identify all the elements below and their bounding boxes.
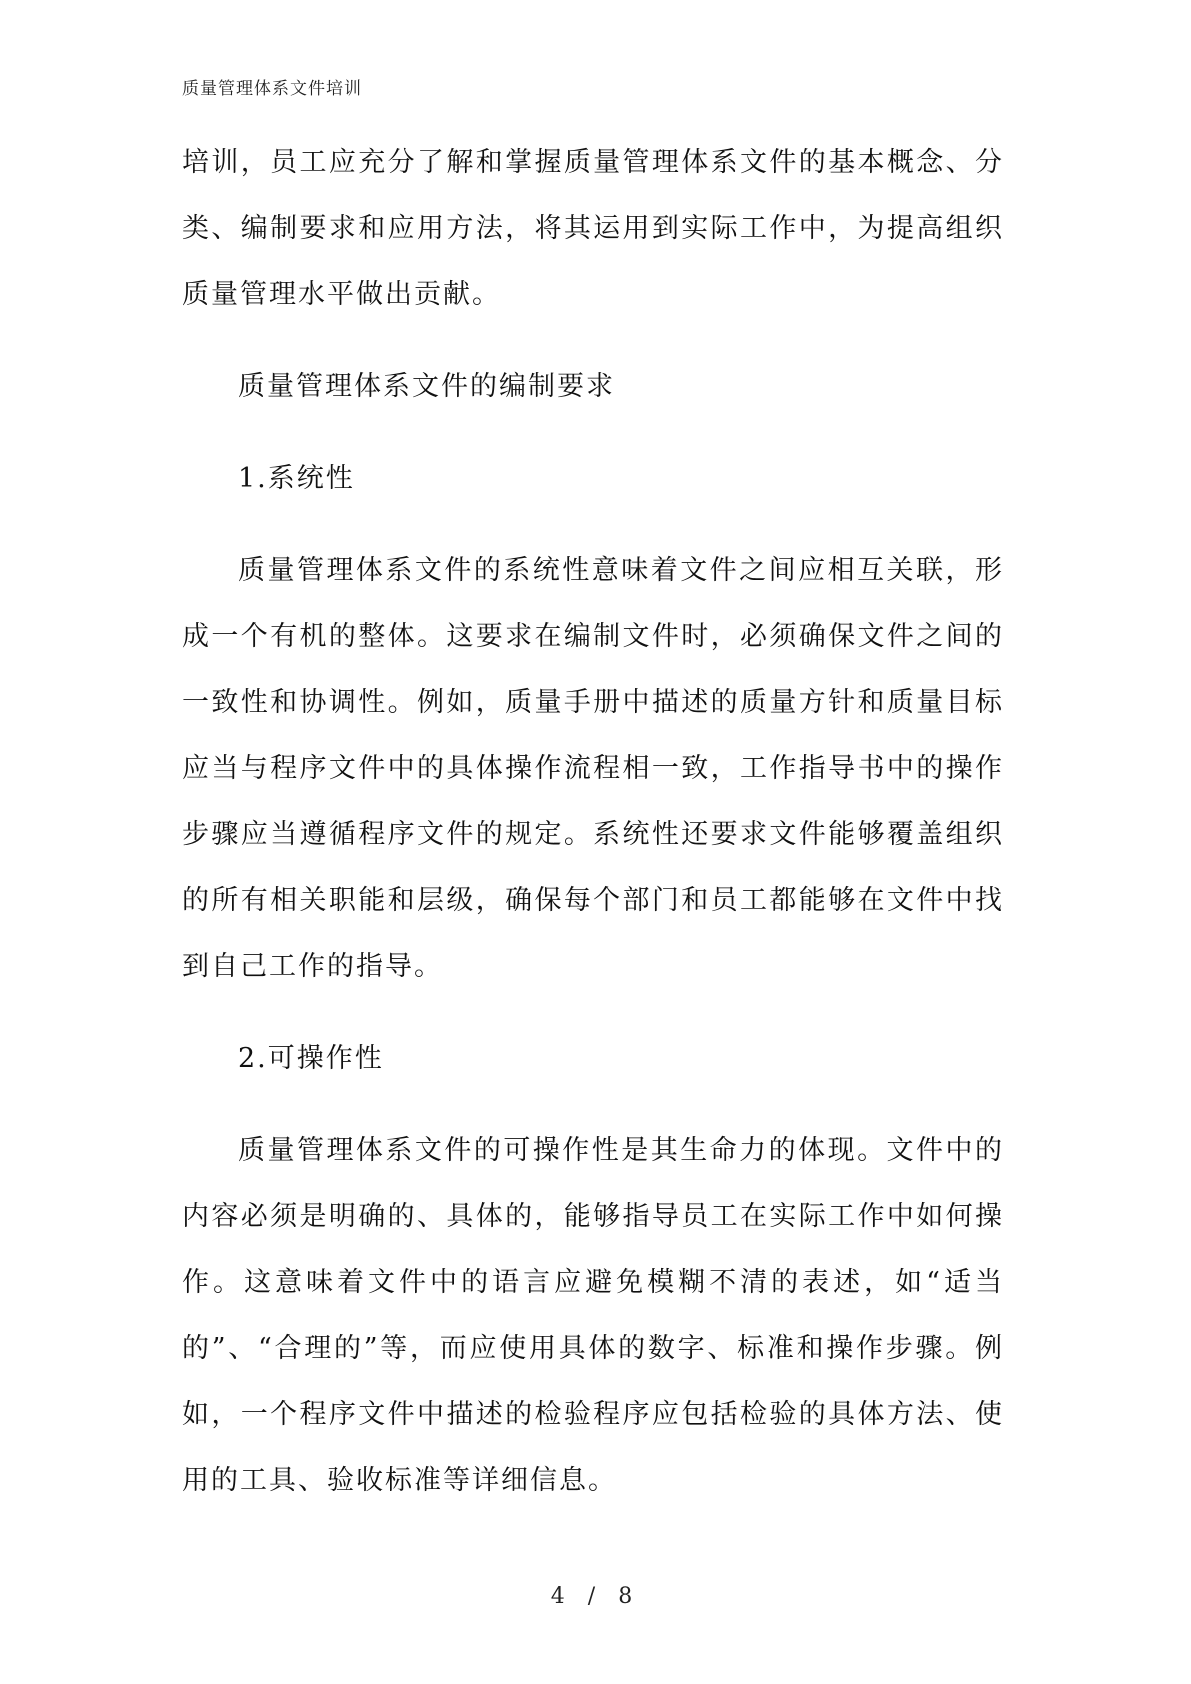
item2-paragraph: 质量管理体系文件的可操作性是其生命力的体现。文件中的内容必须是明确的、具体的，能够指导员工在实际工作中如何操作。这意味着文件中的语言应避免模糊不清的表述，如“适当的”、“合理的”等，而应使用具体的数字、标准和操作步骤。例如，一个程序文件中描述的检验程序应包括检验的具体方法、使用的工具、验收标准等详细信息。 — [182, 1135, 1004, 1496]
running-header: 质量管理体系文件培训 — [182, 79, 362, 99]
document-body — [182, 130, 1004, 1514]
section-title: 质量管理体系文件的编制要求 — [238, 371, 615, 402]
item2-title: 2.可操作性 — [238, 1043, 384, 1074]
page-number: 4 / 8 — [550, 1584, 641, 1609]
item1-paragraph: 质量管理体系文件的系统性意味着文件之间应相互关联，形成一个有机的整体。这要求在编制文件时，必须确保文件之间的一致性和协调性。例如，质量手册中描述的质量方针和质量目标应当与程序文件中的具体操作流程相一致，工作指导书中的操作步骤应当遵循程序文件的规定。系统性还要求文件能够覆盖组织的所有相关职能和层级，确保每个部门和员工都能够在文件中找到自己工作的指导。 — [182, 555, 1004, 982]
intro-paragraph: 培训，员工应充分了解和掌握质量管理体系文件的基本概念、分类、编制要求和应用方法，将其运用到实际工作中，为提高组织质量管理水平做出贡献。 — [182, 147, 1004, 310]
item1-title: 1.系统性 — [238, 463, 355, 494]
